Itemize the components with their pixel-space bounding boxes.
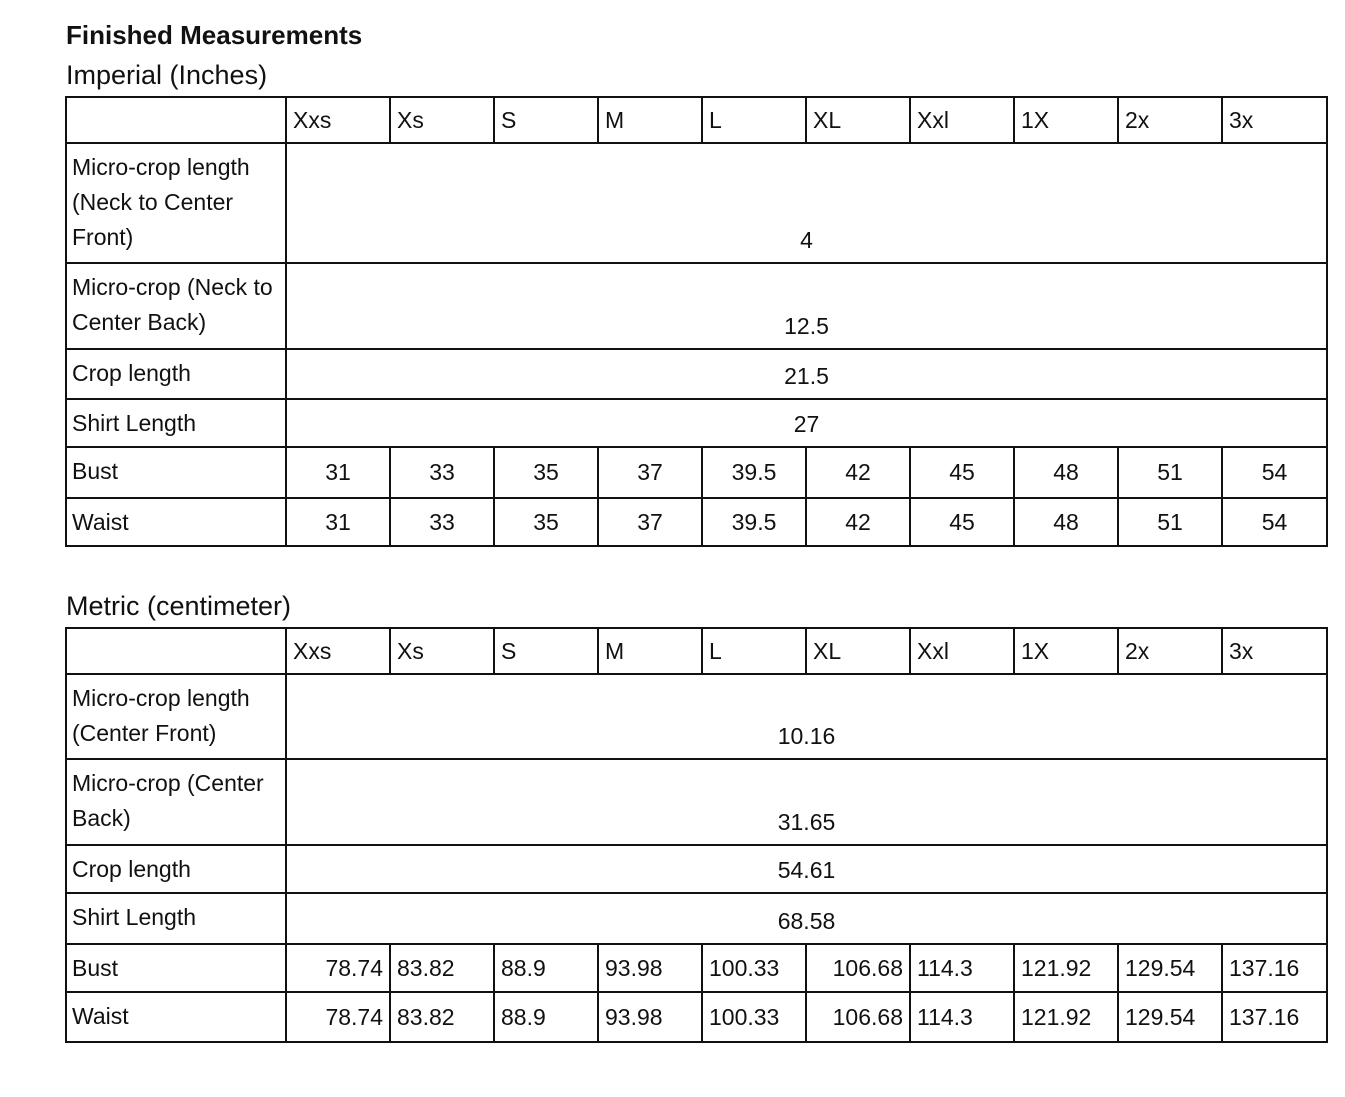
- size-header: Xxs: [286, 97, 390, 143]
- row-label: Micro-crop (Center Back): [66, 759, 286, 845]
- value-cell: 78.74: [286, 992, 390, 1042]
- size-header: XL: [806, 628, 910, 674]
- row-label: Micro-crop (Neck to Center Back): [66, 263, 286, 349]
- size-header: 1X: [1014, 97, 1118, 143]
- table-row: [66, 893, 1327, 944]
- merged-value: 12.5: [286, 263, 1327, 349]
- row-label: Crop length: [66, 845, 286, 893]
- table-row: [66, 759, 1327, 845]
- table-row: [66, 349, 1327, 399]
- size-header: Xs: [390, 628, 494, 674]
- merged-value: 4: [286, 143, 1327, 263]
- table-row: [66, 944, 1327, 992]
- merged-value: 10.16: [286, 674, 1327, 759]
- value-cell: 39.5: [702, 447, 806, 498]
- value-cell: 106.68: [806, 944, 910, 992]
- size-header: S: [494, 97, 598, 143]
- size-header: 3x: [1222, 628, 1327, 674]
- row-label: Bust: [66, 944, 286, 992]
- imperial-heading: Imperial (Inches): [66, 60, 268, 90]
- value-cell: 35: [494, 447, 598, 498]
- value-cell: 106.68: [806, 992, 910, 1042]
- corner-cell: [66, 97, 286, 143]
- value-cell: 33: [390, 447, 494, 498]
- value-cell: 78.74: [286, 944, 390, 992]
- imperial-table: [65, 96, 1328, 547]
- value-cell: 121.92: [1014, 944, 1118, 992]
- size-header: 2x: [1118, 97, 1222, 143]
- value-cell: 88.9: [494, 944, 598, 992]
- row-label: Bust: [66, 447, 286, 498]
- size-header: L: [702, 97, 806, 143]
- value-cell: 137.16: [1222, 944, 1327, 992]
- value-cell: 37: [598, 447, 702, 498]
- table-row: [66, 992, 1327, 1042]
- merged-value: 68.58: [286, 893, 1327, 944]
- value-cell: 45: [910, 447, 1014, 498]
- size-header: 1X: [1014, 628, 1118, 674]
- row-label: Waist: [66, 992, 286, 1042]
- value-cell: 31: [286, 447, 390, 498]
- size-header: XL: [806, 97, 910, 143]
- value-cell: 100.33: [702, 944, 806, 992]
- page-title: Finished Measurements: [66, 20, 363, 50]
- table-row: [66, 143, 1327, 263]
- table-row: [66, 399, 1327, 447]
- size-header: Xxs: [286, 628, 390, 674]
- value-cell: 83.82: [390, 992, 494, 1042]
- value-cell: 33: [390, 498, 494, 546]
- value-cell: 37: [598, 498, 702, 546]
- metric-table: [65, 627, 1328, 1043]
- size-header: S: [494, 628, 598, 674]
- value-cell: 45: [910, 498, 1014, 546]
- merged-value: 27: [286, 399, 1327, 447]
- value-cell: 121.92: [1014, 992, 1118, 1042]
- value-cell: 137.16: [1222, 992, 1327, 1042]
- value-cell: 100.33: [702, 992, 806, 1042]
- value-cell: 31: [286, 498, 390, 546]
- value-cell: 51: [1118, 447, 1222, 498]
- table-row: [66, 674, 1327, 759]
- value-cell: 129.54: [1118, 992, 1222, 1042]
- corner-cell: [66, 628, 286, 674]
- value-cell: 35: [494, 498, 598, 546]
- value-cell: 93.98: [598, 992, 702, 1042]
- row-label: Micro-crop length (Center Front): [66, 674, 286, 759]
- row-label: Shirt Length: [66, 893, 286, 944]
- size-header: M: [598, 628, 702, 674]
- value-cell: 129.54: [1118, 944, 1222, 992]
- value-cell: 88.9: [494, 992, 598, 1042]
- table-header-row: [66, 628, 1327, 674]
- row-label: Crop length: [66, 349, 286, 399]
- row-label: Micro-crop length (Neck to Center Front): [66, 143, 286, 263]
- row-label: Shirt Length: [66, 399, 286, 447]
- size-header: Xs: [390, 97, 494, 143]
- row-label: Waist: [66, 498, 286, 546]
- merged-value: 54.61: [286, 845, 1327, 893]
- value-cell: 114.3: [910, 992, 1014, 1042]
- value-cell: 42: [806, 498, 910, 546]
- merged-value: 31.65: [286, 759, 1327, 845]
- value-cell: 54: [1222, 498, 1327, 546]
- metric-heading: Metric (centimeter): [66, 591, 292, 621]
- size-header: L: [702, 628, 806, 674]
- size-header: Xxl: [910, 97, 1014, 143]
- table-row: [66, 263, 1327, 349]
- value-cell: 42: [806, 447, 910, 498]
- size-header: Xxl: [910, 628, 1014, 674]
- value-cell: 93.98: [598, 944, 702, 992]
- value-cell: 114.3: [910, 944, 1014, 992]
- value-cell: 39.5: [702, 498, 806, 546]
- value-cell: 48: [1014, 447, 1118, 498]
- table-row: [66, 498, 1327, 546]
- size-header: 3x: [1222, 97, 1327, 143]
- value-cell: 83.82: [390, 944, 494, 992]
- table-row: [66, 845, 1327, 893]
- value-cell: 51: [1118, 498, 1222, 546]
- size-header: 2x: [1118, 628, 1222, 674]
- table-row: [66, 447, 1327, 498]
- value-cell: 48: [1014, 498, 1118, 546]
- size-header: M: [598, 97, 702, 143]
- value-cell: 54: [1222, 447, 1327, 498]
- table-header-row: [66, 97, 1327, 143]
- merged-value: 21.5: [286, 349, 1327, 399]
